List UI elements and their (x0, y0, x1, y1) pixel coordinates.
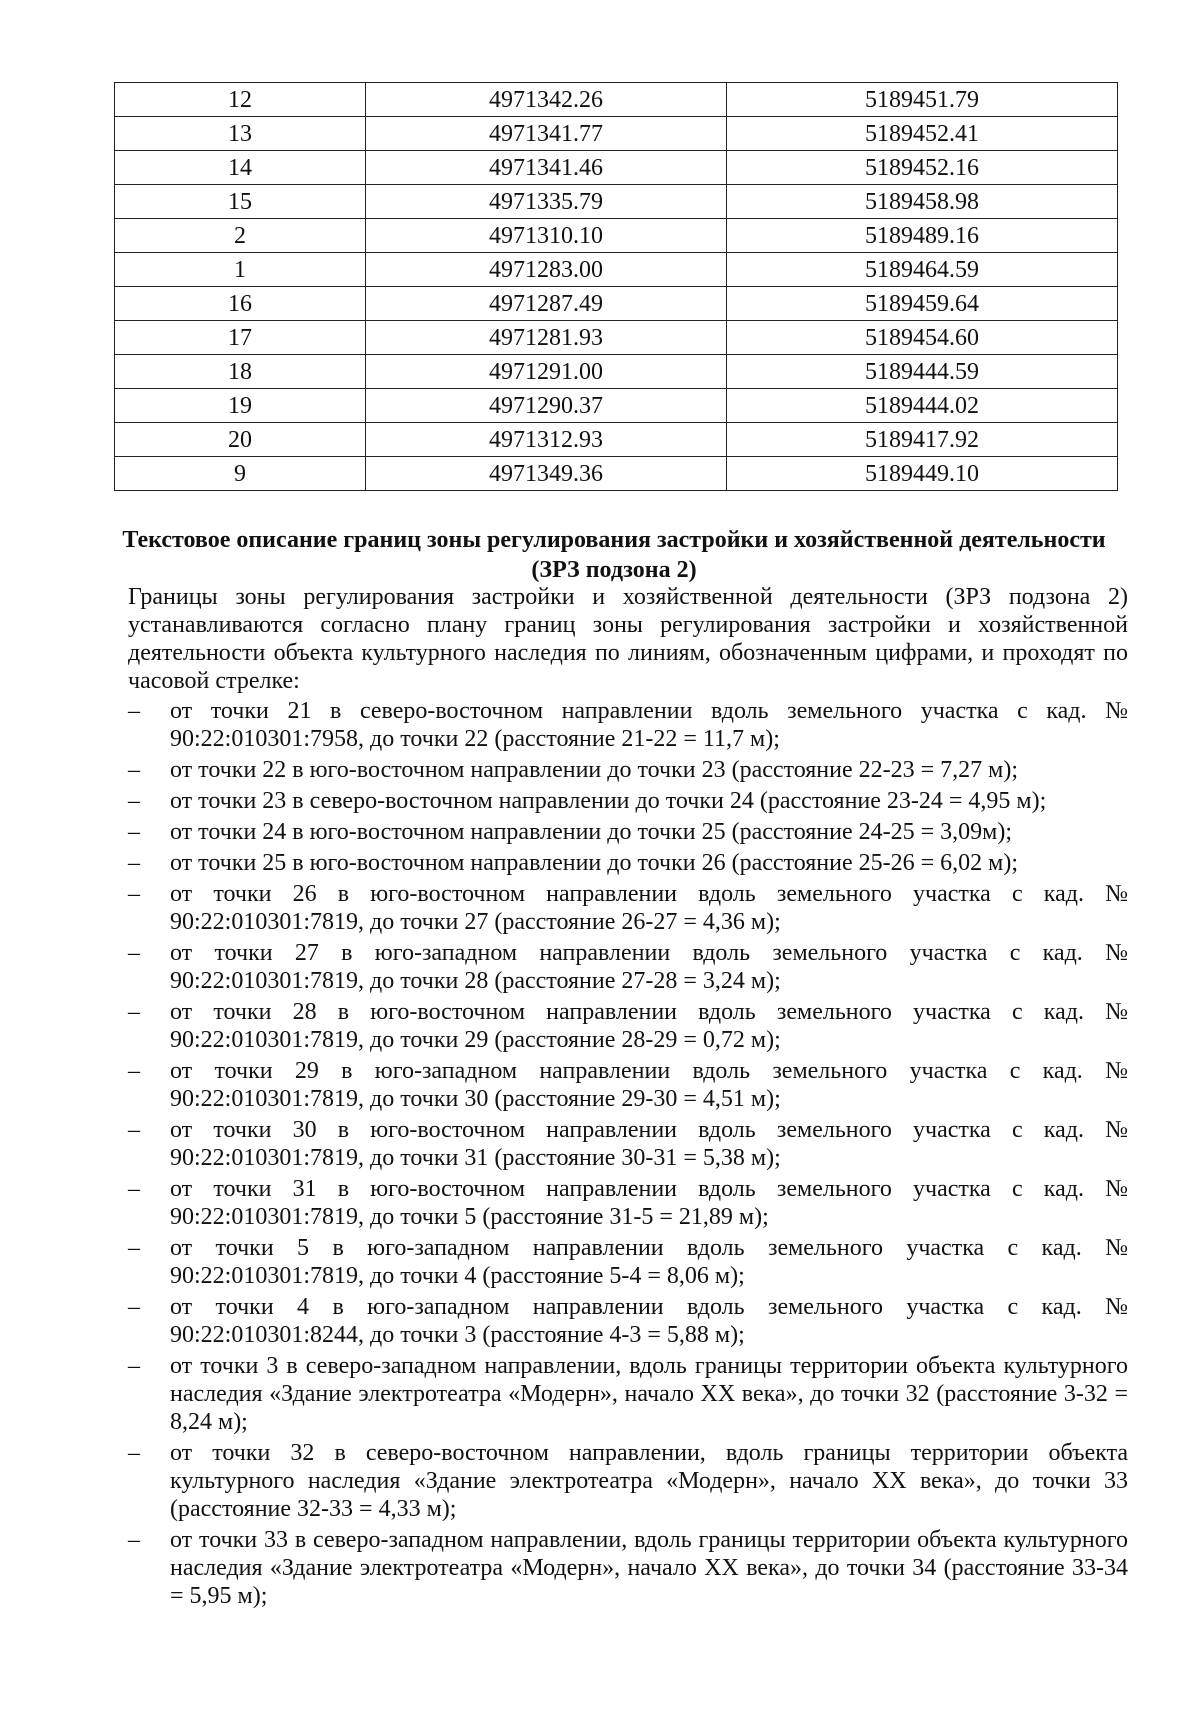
x-coordinate-cell: 4971312.93 (366, 423, 727, 457)
list-item (128, 697, 1128, 753)
point-number-cell: 9 (115, 457, 366, 491)
dash-marker: – (128, 819, 140, 845)
list-item-text: от точки 32 в северо-восточном направлении, вдоль границы территории объекта культурного наследия «Здание электротеатра «Модерн», начало XX века», до точки 33 (расстояние 32-33 = 4,33 м); (170, 1440, 1128, 1522)
x-coordinate-cell: 4971335.79 (366, 185, 727, 219)
dash-marker: – (128, 757, 140, 783)
list-item (128, 818, 1128, 846)
y-coordinate-cell: 5189454.60 (727, 321, 1118, 355)
table-row (115, 321, 1118, 355)
intro-paragraph: Границы зоны регулирования застройки и хозяйственной деятельности (ЗРЗ подзона 2) устанавливаются согласно плану границ зоны регулирования застройки и хозяйственной деятельности объекта культурного наследия по линиям, обозначенным цифрами, и проходят по часовой стрелке: (128, 584, 1128, 694)
y-coordinate-cell: 5189452.41 (727, 117, 1118, 151)
list-item (128, 998, 1128, 1054)
table-row (115, 117, 1118, 151)
list-item-text: от точки 29 в юго-западном направлении вдоль земельного участка с кад. № 90:22:010301:7819, до точки 30 (расстояние 29-30 = 4,51 м); (170, 1058, 1128, 1112)
y-coordinate-cell: 5189451.79 (727, 83, 1118, 117)
list-item (128, 1057, 1128, 1113)
point-number-cell: 13 (115, 117, 366, 151)
point-number-cell: 2 (115, 219, 366, 253)
x-coordinate-cell: 4971290.37 (366, 389, 727, 423)
x-coordinate-cell: 4971342.26 (366, 83, 727, 117)
y-coordinate-cell: 5189459.64 (727, 287, 1118, 321)
point-number-cell: 1 (115, 253, 366, 287)
dash-marker: – (128, 1440, 140, 1466)
dash-marker: – (128, 850, 140, 876)
x-coordinate-cell: 4971341.77 (366, 117, 727, 151)
list-item-text: от точки 25 в юго-восточном направлении до точки 26 (расстояние 25-26 = 6,02 м); (170, 850, 1019, 876)
list-item-text: от точки 4 в юго-западном направлении вдоль земельного участка с кад. № 90:22:010301:8244, до точки 3 (расстояние 4-3 = 5,88 м); (170, 1294, 1128, 1348)
coordinates-table-body (115, 83, 1118, 491)
list-item-text: от точки 27 в юго-западном направлении вдоль земельного участка с кад. № 90:22:010301:7819, до точки 28 (расстояние 27-28 = 3,24 м); (170, 940, 1128, 994)
table-row (115, 457, 1118, 491)
list-item (128, 880, 1128, 936)
y-coordinate-cell: 5189417.92 (727, 423, 1118, 457)
table-row (115, 355, 1118, 389)
table-row (115, 151, 1118, 185)
dash-marker: – (128, 1527, 140, 1553)
dash-marker: – (128, 1176, 140, 1202)
table-row (115, 287, 1118, 321)
list-item (128, 1352, 1128, 1436)
list-item-text: от точки 24 в юго-восточном направлении до точки 25 (расстояние 24-25 = 3,09м); (170, 819, 1013, 845)
x-coordinate-cell: 4971341.46 (366, 151, 727, 185)
point-number-cell: 19 (115, 389, 366, 423)
coordinates-table (114, 82, 1118, 491)
dash-marker: – (128, 1117, 140, 1143)
point-number-cell: 14 (115, 151, 366, 185)
dash-marker: – (128, 1294, 140, 1320)
dash-marker: – (128, 940, 140, 966)
dash-marker: – (128, 881, 140, 907)
table-row (115, 185, 1118, 219)
table-row (115, 83, 1118, 117)
list-item (128, 1439, 1128, 1523)
table-row (115, 389, 1118, 423)
list-item (128, 1293, 1128, 1349)
y-coordinate-cell: 5189444.59 (727, 355, 1118, 389)
list-item-text: от точки 28 в юго-восточном направлении вдоль земельного участка с кад. № 90:22:010301:7819, до точки 29 (расстояние 28-29 = 0,72 м); (170, 999, 1128, 1053)
list-item (128, 756, 1128, 784)
y-coordinate-cell: 5189444.02 (727, 389, 1118, 423)
dash-marker: – (128, 698, 140, 724)
list-item (128, 1116, 1128, 1172)
list-item-text: от точки 5 в юго-западном направлении вдоль земельного участка с кад. № 90:22:010301:7819, до точки 4 (расстояние 5-4 = 8,06 м); (170, 1235, 1128, 1289)
dash-marker: – (128, 1353, 140, 1379)
table-row (115, 423, 1118, 457)
list-item-text: от точки 30 в юго-восточном направлении вдоль земельного участка с кад. № 90:22:010301:7819, до точки 31 (расстояние 30-31 = 5,38 м); (170, 1117, 1128, 1171)
table-row (115, 219, 1118, 253)
list-item-text: от точки 21 в северо-восточном направлении вдоль земельного участка с кад. № 90:22:010301:7958, до точки 22 (расстояние 21-22 = 11,7 м); (170, 698, 1128, 752)
x-coordinate-cell: 4971281.93 (366, 321, 727, 355)
list-item-text: от точки 23 в северо-восточном направлении до точки 24 (расстояние 23-24 = 4,95 м); (170, 788, 1047, 814)
point-number-cell: 18 (115, 355, 366, 389)
dash-marker: – (128, 1235, 140, 1261)
dash-marker: – (128, 1058, 140, 1084)
point-number-cell: 16 (115, 287, 366, 321)
section-heading: Текстовое описание границ зоны регулирования застройки и хозяйственной деятельности (ЗРЗ подзона 2) (122, 527, 1106, 583)
list-item (128, 787, 1128, 815)
x-coordinate-cell: 4971310.10 (366, 219, 727, 253)
list-item (128, 1234, 1128, 1290)
x-coordinate-cell: 4971291.00 (366, 355, 727, 389)
y-coordinate-cell: 5189452.16 (727, 151, 1118, 185)
y-coordinate-cell: 5189464.59 (727, 253, 1118, 287)
point-number-cell: 12 (115, 83, 366, 117)
dash-marker: – (128, 788, 140, 814)
list-item (128, 1526, 1128, 1610)
list-item-text: от точки 3 в северо-западном направлении, вдоль границы территории объекта культурного наследия «Здание электротеатра «Модерн», начало XX века», до точки 32 (расстояние 3-32 = 8,24 м); (170, 1353, 1128, 1435)
table-row (115, 253, 1118, 287)
y-coordinate-cell: 5189489.16 (727, 219, 1118, 253)
list-item-text: от точки 26 в юго-восточном направлении вдоль земельного участка с кад. № 90:22:010301:7819, до точки 27 (расстояние 26-27 = 4,36 м); (170, 881, 1128, 935)
x-coordinate-cell: 4971283.00 (366, 253, 727, 287)
list-item-text: от точки 22 в юго-восточном направлении до точки 23 (расстояние 22-23 = 7,27 м); (170, 757, 1019, 783)
dash-marker: – (128, 999, 140, 1025)
list-item (128, 1175, 1128, 1231)
boundary-list (128, 697, 1128, 1613)
point-number-cell: 15 (115, 185, 366, 219)
point-number-cell: 20 (115, 423, 366, 457)
list-item (128, 849, 1128, 877)
list-item-text: от точки 33 в северо-западном направлении, вдоль границы территории объекта культурного наследия «Здание электротеатра «Модерн», начало XX века», до точки 34 (расстояние 33-34 = 5,95 м); (170, 1527, 1128, 1609)
y-coordinate-cell: 5189449.10 (727, 457, 1118, 491)
point-number-cell: 17 (115, 321, 366, 355)
list-item-text: от точки 31 в юго-восточном направлении вдоль земельного участка с кад. № 90:22:010301:7819, до точки 5 (расстояние 31-5 = 21,89 м); (170, 1176, 1128, 1230)
x-coordinate-cell: 4971349.36 (366, 457, 727, 491)
x-coordinate-cell: 4971287.49 (366, 287, 727, 321)
y-coordinate-cell: 5189458.98 (727, 185, 1118, 219)
list-item (128, 939, 1128, 995)
